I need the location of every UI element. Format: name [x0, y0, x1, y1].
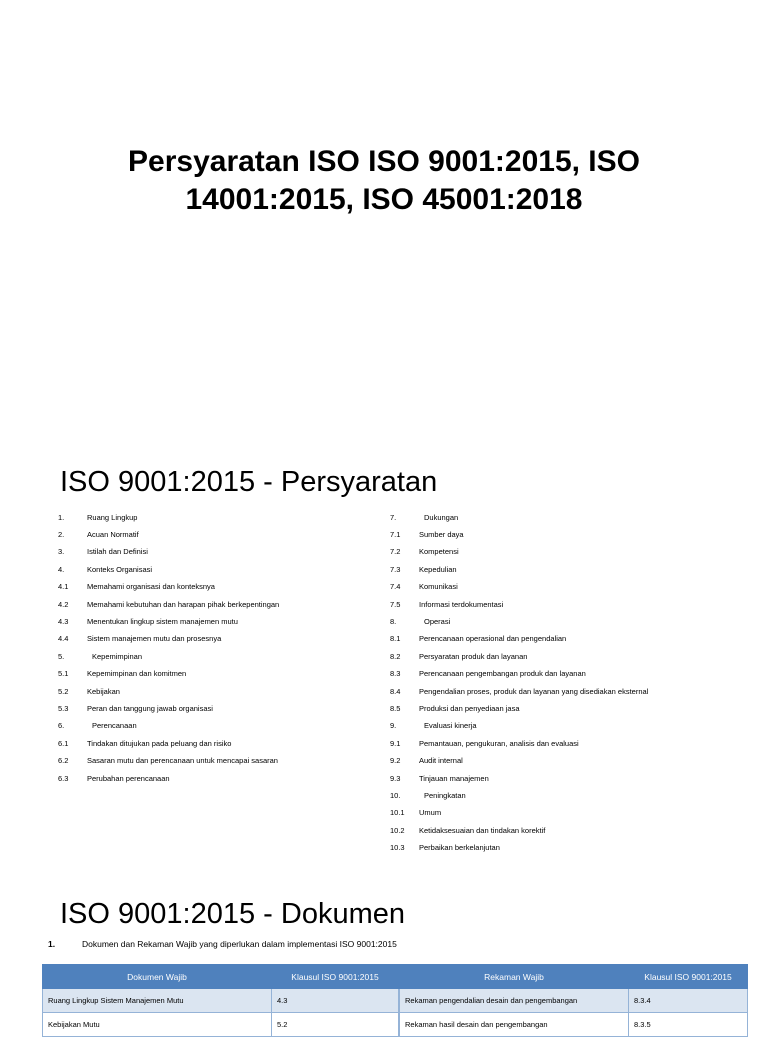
list-item — [58, 666, 378, 683]
list-item — [390, 613, 750, 630]
list-item-text: Kebijakan — [87, 686, 120, 696]
table-cell: Kebijakan Mutu — [43, 1013, 272, 1037]
list-item — [390, 561, 750, 578]
list-item-number: 6. — [58, 721, 65, 731]
list-item-number: 5.2 — [58, 686, 69, 696]
list-item-number: 4.2 — [58, 599, 69, 609]
list-item-text: Peran dan tanggung jawab organisasi — [87, 703, 213, 713]
list-item — [390, 631, 750, 648]
list-item-text: Kepemimpinan — [92, 651, 143, 661]
list-item — [390, 805, 750, 822]
list-item-number: 7.5 — [390, 599, 401, 609]
list-item-number: 4.3 — [58, 617, 69, 627]
table-row — [400, 1013, 748, 1037]
list-item — [390, 700, 750, 717]
table-cell: 8.3.4 — [629, 989, 748, 1013]
list-item-number: 3. — [58, 547, 65, 557]
list-item-text: Audit internal — [419, 756, 463, 766]
list-item-text: Memahami kebutuhan dan harapan pihak berkepentingan — [87, 599, 280, 609]
list-item-number: 9.2 — [390, 756, 401, 766]
column-header: Klausul ISO 9001:2015 — [272, 965, 399, 989]
list-item-number: 10.1 — [390, 808, 405, 818]
list-item-number: 9.1 — [390, 738, 401, 748]
table-cell: Rekaman hasil desain dan pengembangan — [400, 1013, 629, 1037]
list-item-number: 8.1 — [390, 634, 401, 644]
list-item-number: 4.4 — [58, 634, 69, 644]
list-item-text: Perubahan perencanaan — [87, 773, 170, 783]
column-header: Dokumen Wajib — [43, 965, 272, 989]
list-item-text: Kepemimpinan dan komitmen — [87, 669, 187, 679]
list-item-number: 8.4 — [390, 686, 401, 696]
list-item-text: Evaluasi kinerja — [424, 721, 477, 731]
list-item-text: Pengendalian proses, produk dan layanan yang disediakan eksternal — [419, 686, 649, 696]
list-item — [390, 579, 750, 596]
documents-title: ISO 9001:2015 - Dokumen — [60, 898, 405, 930]
list-item-text: Komunikasi — [419, 582, 458, 592]
list-item — [390, 648, 750, 665]
list-item-text: Acuan Normatif — [87, 530, 139, 540]
column-header: Rekaman Wajib — [400, 965, 629, 989]
list-item-number: 7.2 — [390, 547, 401, 557]
list-item-number: 8.3 — [390, 669, 401, 679]
list-item — [390, 839, 750, 856]
list-item-number: 6.1 — [58, 738, 69, 748]
requirements-slide — [0, 455, 768, 875]
list-item — [58, 509, 378, 526]
table-row — [400, 989, 748, 1013]
list-item-number: 1. — [58, 512, 65, 522]
column-header: Klausul ISO 9001:2015 — [629, 965, 748, 989]
table-row — [43, 989, 399, 1013]
list-item-text: Istilah dan Definisi — [87, 547, 148, 557]
list-item — [390, 822, 750, 839]
list-item — [58, 648, 378, 665]
list-item-number: 8.2 — [390, 651, 401, 661]
list-item-number: 9. — [390, 721, 397, 731]
list-item — [390, 787, 750, 804]
list-item — [58, 770, 378, 787]
list-item-text: Menentukan lingkup sistem manajemen mutu — [87, 617, 238, 627]
table-cell: Rekaman pengendalian desain dan pengembangan — [400, 989, 629, 1013]
table-row — [43, 1013, 399, 1037]
list-item — [58, 579, 378, 596]
list-item-text: Tinjauan manajemen — [419, 773, 489, 783]
list-item — [58, 735, 378, 752]
table-cell: 4.3 — [272, 989, 399, 1013]
list-item-text: Perencanaan pengembangan produk dan layanan — [419, 669, 586, 679]
list-item-text: Memahami organisasi dan konteksnya — [87, 582, 215, 592]
list-item-text: Informasi terdokumentasi — [419, 599, 504, 609]
list-item-text: Sasaran mutu dan perencanaan untuk mencapai sasaran — [87, 756, 278, 766]
mandatory-documents-table — [42, 964, 399, 1037]
list-item-text: Sistem manajemen mutu dan prosesnya — [87, 634, 222, 644]
list-item-text: Ruang Lingkup — [87, 512, 138, 522]
list-item-number: 7.4 — [390, 582, 401, 592]
list-item — [390, 683, 750, 700]
list-item-text: Peningkatan — [424, 790, 466, 800]
table-cell: 8.3.5 — [629, 1013, 748, 1037]
list-item-number: 4.1 — [58, 582, 69, 592]
list-item-number: 9.3 — [390, 773, 401, 783]
list-item — [390, 544, 750, 561]
list-item — [58, 752, 378, 769]
list-item — [390, 666, 750, 683]
list-item — [58, 631, 378, 648]
list-item — [390, 509, 750, 526]
list-item — [58, 700, 378, 717]
list-item — [390, 770, 750, 787]
table-header-row — [400, 965, 748, 989]
documents-intro-number: 1. — [48, 939, 56, 949]
list-item-number: 5.3 — [58, 703, 69, 713]
list-item-text: Dukungan — [424, 512, 459, 522]
list-item — [58, 613, 378, 630]
list-item — [58, 561, 378, 578]
list-item-text: Ketidaksesuaian dan tindakan korektif — [419, 825, 546, 835]
list-item-number: 6.3 — [58, 773, 69, 783]
list-item-text: Operasi — [424, 617, 451, 627]
table-cell: 5.2 — [272, 1013, 399, 1037]
list-item — [58, 544, 378, 561]
requirements-list-left — [58, 509, 378, 787]
list-item-text: Pemantauan, pengukuran, analisis dan evaluasi — [419, 738, 579, 748]
title-slide — [0, 0, 768, 430]
list-item-number: 8.5 — [390, 703, 401, 713]
list-item-text: Sumber daya — [419, 530, 464, 540]
main-title — [60, 143, 708, 219]
documents-slide — [0, 880, 768, 1029]
requirements-title: ISO 9001:2015 - Persyaratan — [60, 466, 438, 498]
main-title-line-2: 14001:2015, ISO 45001:2018 — [185, 183, 583, 216]
list-item — [390, 596, 750, 613]
list-item-text: Kepedulian — [419, 564, 457, 574]
list-item — [58, 526, 378, 543]
list-item-number: 7.1 — [390, 530, 401, 540]
list-item-number: 4. — [58, 564, 65, 574]
mandatory-records-table — [399, 964, 748, 1037]
list-item-number: 6.2 — [58, 756, 69, 766]
list-item-text: Perbaikan berkelanjutan — [419, 843, 500, 853]
list-item — [390, 718, 750, 735]
list-item — [390, 526, 750, 543]
list-item-text: Tindakan ditujukan pada peluang dan risiko — [87, 738, 232, 748]
requirements-list-right — [390, 509, 750, 857]
list-item-text: Perencanaan operasional dan pengendalian — [419, 634, 567, 644]
list-item-number: 5.1 — [58, 669, 69, 679]
list-item-number: 7.3 — [390, 564, 401, 574]
list-item-text: Konteks Organisasi — [87, 564, 153, 574]
list-item-text: Umum — [419, 808, 442, 818]
documents-intro-text: Dokumen dan Rekaman Wajib yang diperlukan dalam implementasi ISO 9001:2015 — [82, 939, 397, 949]
list-item-text: Persyaratan produk dan layanan — [419, 651, 528, 661]
list-item — [58, 718, 378, 735]
list-item-number: 2. — [58, 530, 65, 540]
main-title-line-1: Persyaratan ISO ISO 9001:2015, ISO — [128, 145, 640, 178]
list-item — [390, 752, 750, 769]
list-item-text: Kompetensi — [419, 547, 459, 557]
table-header-row — [43, 965, 399, 989]
list-item-text: Produksi dan penyediaan jasa — [419, 703, 520, 713]
list-item — [390, 735, 750, 752]
list-item-number: 10.3 — [390, 843, 405, 853]
list-item — [58, 683, 378, 700]
list-item-text: Perencanaan — [92, 721, 137, 731]
list-item-number: 7. — [390, 512, 397, 522]
documents-intro — [48, 938, 397, 950]
list-item-number: 8. — [390, 617, 397, 627]
list-item-number: 10. — [390, 790, 401, 800]
list-item-number: 10.2 — [390, 825, 405, 835]
table-cell: Ruang Lingkup Sistem Manajemen Mutu — [43, 989, 272, 1013]
list-item — [58, 596, 378, 613]
list-item-number: 5. — [58, 651, 65, 661]
